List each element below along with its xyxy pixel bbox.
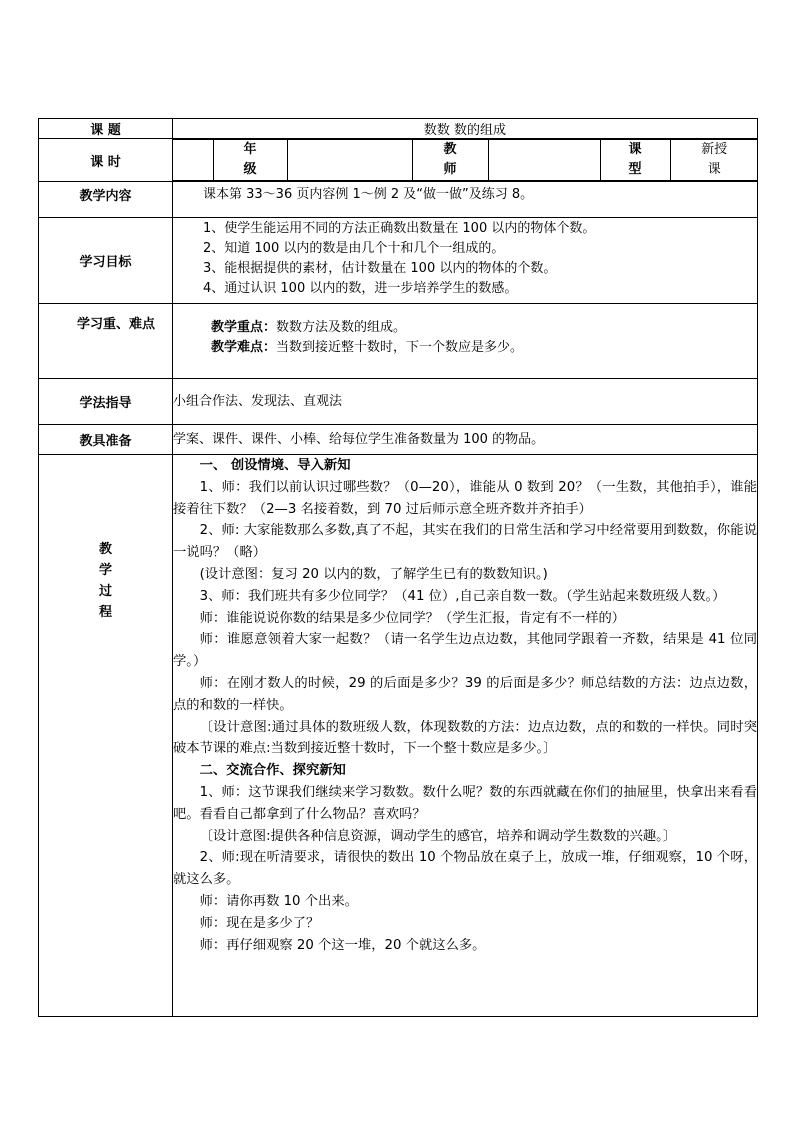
- process-paragraph: 师：在刚才数人的时候，29 的后面是多少？39 的后面是多少？师总结数的方法：边点边数，点的和数的一样快。: [173, 675, 757, 713]
- content-value: 课本第 33～36 页内容例 1～例 2 及“做一做”及练习 8。: [173, 182, 758, 218]
- key-label: 教学重点：: [211, 320, 277, 335]
- process-paragraph: 师：谁愿意领着大家一起数？（请一名学生边点边数，其他同学跟着一齐数，结果是 41 位同学。）: [173, 632, 757, 670]
- row-period: [39, 139, 758, 182]
- period-subgrid: [173, 139, 758, 182]
- process-paragraph: 师：谁能说说你数的结果是多少位同学？（学生汇报，肯定有不一样的）: [199, 610, 626, 626]
- keypoints-values: [173, 304, 758, 379]
- keypoints-label: 学习重、难点: [39, 304, 173, 379]
- row-goals: [39, 218, 758, 304]
- type-value-bottom: 课: [707, 162, 721, 177]
- process-paragraph: 2、师: 大家能数那么多数,真了不起，其实在我们的日常生活和学习中经常要用到数数，你能说一说吗？（略）: [173, 523, 757, 561]
- process-label-char: 教: [98, 542, 112, 557]
- process-paragraph: 1、师：这节课我们继续来学习数数。数什么呢？数的东西就藏在你们的抽屉里，快拿出来看看吧。看看自己都拿到了什么物品？喜欢吗？: [173, 784, 757, 822]
- goal-item: 3、能根据提供的素材，估计数量在 100 以内的物体的个数。: [203, 261, 557, 276]
- row-content: [39, 182, 758, 218]
- teacher-label-top: 教: [443, 142, 457, 157]
- row-process: [39, 455, 758, 1017]
- section-heading: 一、 创设情境、导入新知: [199, 458, 351, 473]
- process-label-char: 程: [98, 605, 112, 620]
- tools-value: 学案、课件、课件、小棒、给每位学生准备数量为 100 的物品。: [173, 425, 758, 455]
- topic-label: 课 题: [39, 119, 173, 139]
- type-label: [600, 140, 670, 181]
- grade-value: [287, 140, 412, 181]
- period-label: 课 时: [39, 139, 173, 182]
- process-paragraph: 师：现在是多少了？: [199, 915, 320, 931]
- process-label-char: 过: [98, 584, 112, 599]
- process-paragraph: 师：请你再数 10 个出来。: [199, 893, 358, 909]
- process-paragraph: 3、师：我们班共有多少位同学？（41 位）,自己亲自数一数。（学生站起来数班级人数。）: [199, 588, 726, 604]
- type-value: [670, 140, 758, 181]
- period-inner-table: [173, 139, 758, 181]
- grade-label: [213, 140, 287, 181]
- design-note: (设计意图：复习 20 以内的数，了解学生已有的数数知识。): [199, 566, 548, 582]
- process-label-char: 学: [98, 563, 112, 578]
- goal-item: 2、知道 100 以内的数是由几个十和几个一组成的。: [203, 241, 505, 256]
- teacher-label: [412, 140, 488, 181]
- row-method: [39, 379, 758, 425]
- goal-item: 4、通过认识 100 以内的数，进一步培养学生的数感。: [203, 281, 518, 296]
- process-paragraph: 2、师:现在听清要求，请很快的数出 10 个物品放在桌子上，放成一堆，仔细观察，10 个呀，就这么多。: [173, 850, 757, 888]
- hard-value: 当数到接近整十数时，下一个数应是多少。: [276, 340, 524, 355]
- design-note: 〔设计意图:通过具体的数班级人数，体现数数的方法：边点边数，点的和数的一样快。同时突破本节课的难点:当数到接近整十数时，下一个整十数应是多少。〕: [173, 719, 757, 757]
- row-topic: [39, 119, 758, 139]
- row-tools: [39, 425, 758, 455]
- period-blank-cell: [173, 140, 213, 181]
- type-label-top: 课: [628, 142, 642, 157]
- type-value-top: 新授: [701, 142, 728, 157]
- tools-label: 教具准备: [39, 425, 173, 455]
- method-value: 小组合作法、发现法、直观法: [173, 379, 758, 425]
- type-label-bottom: 型: [628, 162, 642, 177]
- design-note: 〔设计意图:提供各种信息资源，调动学生的感官，培养和调动学生数数的兴趣。〕: [199, 828, 677, 844]
- process-label: [39, 455, 173, 1017]
- method-label: 学法指导: [39, 379, 173, 425]
- process-paragraph: 1、师：我们以前认识过哪些数？（0—20），谁能从 0 数到 20？（一生数，其他拍手），谁能接着往下数？（2—3 名接着数，到 70 过后师示意全班齐数并齐拍手）: [173, 479, 757, 517]
- teacher-label-bottom: 师: [443, 162, 457, 177]
- process-content: [173, 455, 758, 1017]
- hard-label: 教学难点：: [211, 340, 277, 355]
- section-heading: 二、交流合作、探究新知: [199, 763, 346, 779]
- content-label: 教学内容: [39, 182, 173, 218]
- lesson-plan-table: [38, 118, 758, 1017]
- key-value: 数数方法及数的组成。: [276, 320, 407, 335]
- grade-label-bottom: 级: [243, 162, 257, 177]
- goal-item: 1、使学生能运用不同的方法正确数出数量在 100 以内的物体个数。: [203, 221, 596, 236]
- process-paragraph: 师：再仔细观察 20 个这一堆，20 个就这么多。: [199, 937, 486, 953]
- teacher-value: [488, 140, 600, 181]
- goals-label: 学习目标: [39, 218, 173, 304]
- topic-value: 数数 数的组成: [173, 119, 758, 139]
- row-keypoints: [39, 304, 758, 379]
- goals-list: [173, 218, 758, 304]
- grade-label-top: 年: [243, 142, 257, 157]
